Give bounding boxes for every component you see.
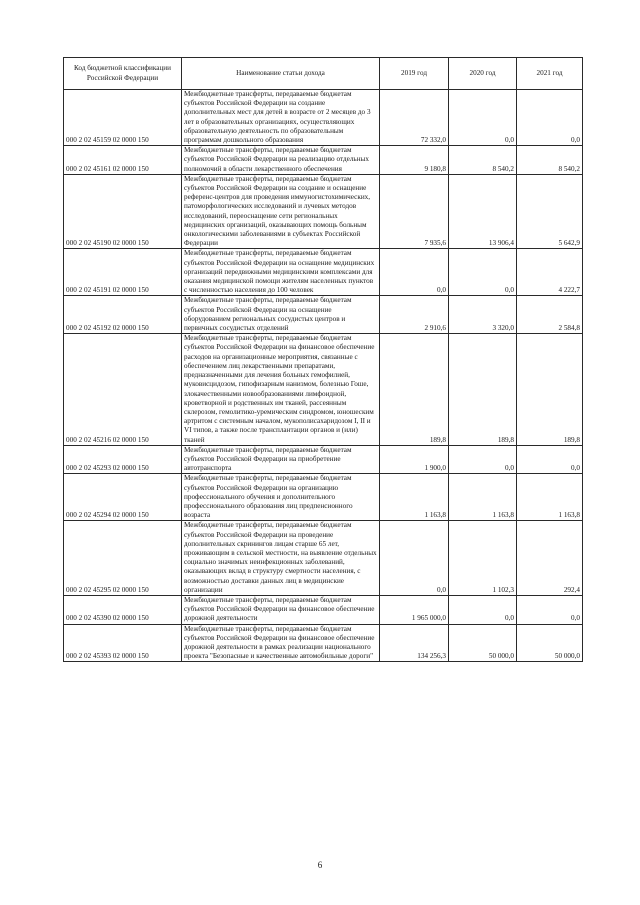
table-row: [64, 249, 583, 296]
cell-name: Межбюджетные трансферты, передаваемые бюджетам субъектов Российской Федерации на финансовое обеспечение расходов на организационные мероприятия, связанные с обеспечением лиц лекарственными препаратами, предназначенными для лечения больных гемофилией, муковисцидозом, гипофизарным нанизмом, болезнью Гоше, злокачественными новообразованиями лимфоидной, кроветворной и родственных им тканей, рассеянным склерозом, гемолитико-уремическим синдромом, юношеским артритом с системным началом, мукополисахаридозом I, II и VI типов, а также после трансплантации органов и (или) тканей: [182, 334, 380, 445]
cell-2019: 72 332,0: [380, 90, 449, 146]
page-number: 6: [317, 860, 323, 870]
cell-2020: 1 163,8: [449, 474, 517, 521]
cell-name: Межбюджетные трансферты, передаваемые бюджетам субъектов Российской Федерации на приобретение автотранспорта: [182, 445, 380, 474]
cell-2021: 0,0: [517, 90, 583, 146]
revenue-table: [63, 57, 583, 662]
cell-2020: 0,0: [449, 595, 517, 624]
cell-2020: 3 320,0: [449, 296, 517, 334]
header-2020: 2020 год: [449, 58, 517, 90]
cell-code: 000 2 02 45161 02 0000 150: [64, 146, 182, 175]
cell-2021: 0,0: [517, 445, 583, 474]
cell-code: 000 2 02 45390 02 0000 150: [64, 595, 182, 624]
cell-code: 000 2 02 45190 02 0000 150: [64, 174, 182, 249]
cell-2020: 189,8: [449, 334, 517, 445]
cell-name: Межбюджетные трансферты, передаваемые бюджетам субъектов Российской Федерации на реализацию отдельных полномочий в области лекарственного обеспечения: [182, 146, 380, 175]
table-row: [64, 445, 583, 474]
table-row: [64, 146, 583, 175]
cell-name: Межбюджетные трансферты, передаваемые бюджетам субъектов Российской Федерации на оснащение медицинских организаций передвижными медицинскими комплексами для оказания медицинской помощи жителям населенных пунктов с численностью населения до 100 человек: [182, 249, 380, 296]
cell-name: Межбюджетные трансферты, передаваемые бюджетам субъектов Российской Федерации на создание и оснащение референс-центров для проведения иммуногистохимических, патоморфологических исследований и лучевых методов исследований, переоснащение сети региональных медицинских организаций, оказывающих помощь больным онкологическими заболеваниями в субъектах Российской Федерации: [182, 174, 380, 249]
cell-code: 000 2 02 45293 02 0000 150: [64, 445, 182, 474]
table-row: [64, 296, 583, 334]
cell-2021: 5 642,9: [517, 174, 583, 249]
cell-name: Межбюджетные трансферты, передаваемые бюджетам субъектов Российской Федерации на финансовое обеспечение дорожной деятельности в рамках реализации национального проекта "Безопасные и качественные автомобильные дороги": [182, 624, 380, 662]
header-2019: 2019 год: [380, 58, 449, 90]
cell-2019: 9 180,8: [380, 146, 449, 175]
cell-name: Межбюджетные трансферты, передаваемые бюджетам субъектов Российской Федерации на финансовое обеспечение дорожной деятельности: [182, 595, 380, 624]
cell-2020: 8 540,2: [449, 146, 517, 175]
header-code: Код бюджетной классификации Российской Федерации: [64, 58, 182, 90]
table-header-row: [64, 58, 583, 90]
cell-2020: 1 102,3: [449, 521, 517, 596]
cell-2020: 0,0: [449, 90, 517, 146]
cell-code: 000 2 02 45192 02 0000 150: [64, 296, 182, 334]
cell-2021: 0,0: [517, 595, 583, 624]
cell-2019: 2 910,6: [380, 296, 449, 334]
table-row: [64, 595, 583, 624]
cell-2021: 50 000,0: [517, 624, 583, 662]
cell-name: Межбюджетные трансферты, передаваемые бюджетам субъектов Российской Федерации на проведение дополнительных скринингов лицам старше 65 лет, проживающим в сельской местности, на выявление отдельных социально значимых неинфекционных заболеваний, оказывающих вклад в структуру смертности населения, с возможностью доставки данных лиц в медицинские организации: [182, 521, 380, 596]
table-row: [64, 521, 583, 596]
cell-code: 000 2 02 45191 02 0000 150: [64, 249, 182, 296]
cell-2020: 13 906,4: [449, 174, 517, 249]
cell-2021: 292,4: [517, 521, 583, 596]
cell-name: Межбюджетные трансферты, передаваемые бюджетам субъектов Российской Федерации на организацию профессионального обучения и дополнительного профессионального образования лиц предпенсионного возраста: [182, 474, 380, 521]
header-name: Наименование статьи дохода: [182, 58, 380, 90]
cell-2021: 2 584,8: [517, 296, 583, 334]
cell-2021: 189,8: [517, 334, 583, 445]
cell-2020: 50 000,0: [449, 624, 517, 662]
cell-2021: 4 222,7: [517, 249, 583, 296]
cell-name: Межбюджетные трансферты, передаваемые бюджетам субъектов Российской Федерации на оснащение оборудованием региональных сосудистых центров и первичных сосудистых отделений: [182, 296, 380, 334]
cell-code: 000 2 02 45159 02 0000 150: [64, 90, 182, 146]
table-row: [64, 624, 583, 662]
cell-2019: 1 163,8: [380, 474, 449, 521]
cell-2019: 0,0: [380, 249, 449, 296]
cell-2021: 1 163,8: [517, 474, 583, 521]
cell-2019: 1 965 000,0: [380, 595, 449, 624]
cell-name: Межбюджетные трансферты, передаваемые бюджетам субъектов Российской Федерации на создание дополнительных мест для детей в возрасте от 2 месяцев до 3 лет в образовательных организациях, осуществляющих образовательную деятельность по образовательным программам дошкольного образования: [182, 90, 380, 146]
cell-2019: 134 256,3: [380, 624, 449, 662]
cell-2020: 0,0: [449, 249, 517, 296]
cell-2019: 1 900,0: [380, 445, 449, 474]
cell-code: 000 2 02 45216 02 0000 150: [64, 334, 182, 445]
table-row: [64, 90, 583, 146]
cell-2020: 0,0: [449, 445, 517, 474]
table-row: [64, 334, 583, 445]
cell-2019: 0,0: [380, 521, 449, 596]
cell-code: 000 2 02 45294 02 0000 150: [64, 474, 182, 521]
cell-2019: 7 935,6: [380, 174, 449, 249]
table-row: [64, 474, 583, 521]
cell-2021: 8 540,2: [517, 146, 583, 175]
cell-code: 000 2 02 45295 02 0000 150: [64, 521, 182, 596]
cell-code: 000 2 02 45393 02 0000 150: [64, 624, 182, 662]
header-2021: 2021 год: [517, 58, 583, 90]
cell-2019: 189,8: [380, 334, 449, 445]
table-row: [64, 174, 583, 249]
